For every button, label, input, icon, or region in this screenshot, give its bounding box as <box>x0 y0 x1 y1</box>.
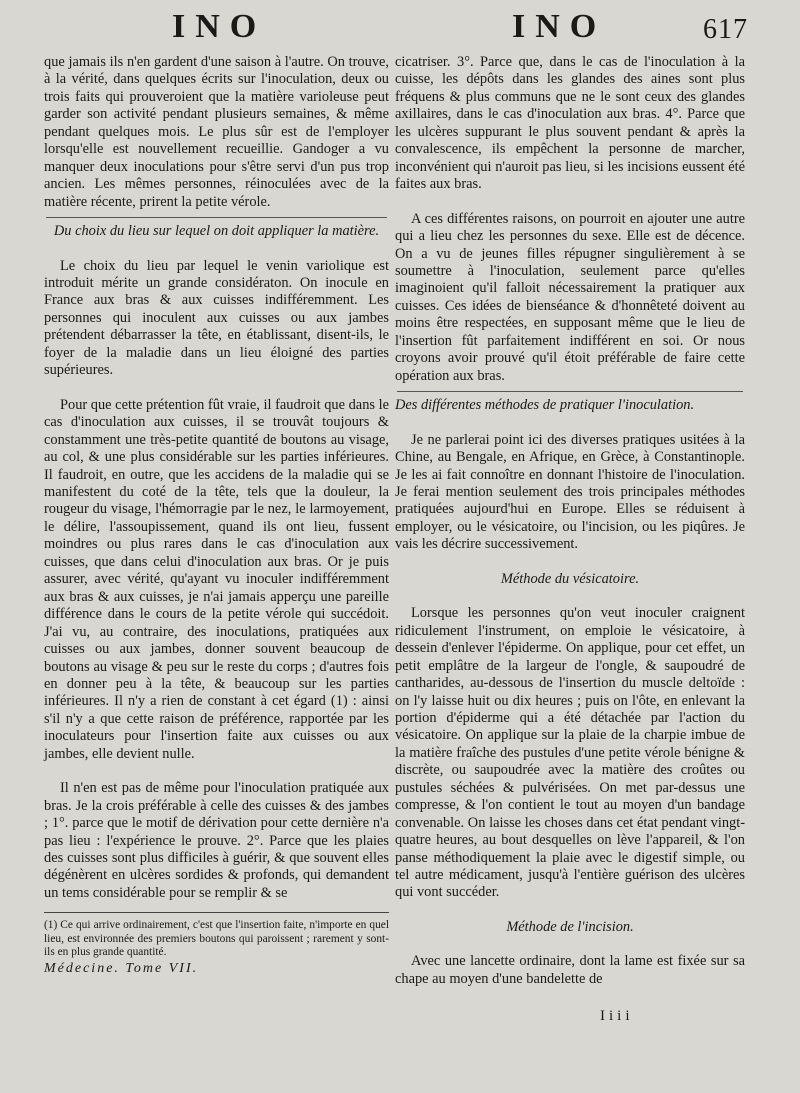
signature-mark: Médecine. Tome VII. <box>44 961 199 976</box>
left-paragraph-3: Pour que cette prétention fût vraie, il faudroit que dans le cas d'inoculation aux cuisses, il se trouvât toujours & constamment une très-petite quantité de boutons au visage, au col, & une plus considérable sur les parties inférieures. Il faudroit, en outre, que les accidens de la maladie qui se manifestent du coté de la tête, tels que la douleur, la rougeur du visage, l'hémorragie par le nez, le larmoyement, le délire, l'assoupissement, quand ils ont lieu, fussent moindres ou plus rares dans le cas d'inoculation aux cuisses, que dans celui d'inoculation aux bras. Or je puis assurer, avec vérité, qu'ayant vu inoculer indifféremment aux bras & aux cuisses, je n'ai jamais apperçu une pareille différence dans le cours de la petite vérole qui succédoit. J'ai vu, au contraire, des inoculations, pratiquées aux cuisses ou aux jambes, donner souvent beaucoup de boutons au visage & peu sur le reste du corps ; d'autres fois en donner peu à la tête, & beaucoup sur les parties inférieures. Il n'y a rien de constant à cet égard (1) : ainsi s'il n'y a que cette raison de préférence, rapportée par les inoculateurs pour l'insertion faite aux cuisses ou aux jambes, elle devient nulle. <box>44 396 389 762</box>
left-column <box>44 54 389 977</box>
section-divider <box>46 217 387 218</box>
section-heading-methodes: Des différentes méthodes de pratiquer l'inoculation. <box>395 397 695 414</box>
right-paragraph-1: cicatriser. 3°. Parce que, dans le cas de l'inoculation à la cuisse, les dépôts dans les glandes des aines sont plus fréquens & plus communs que ne le sont ceux des glandes axillaires, dans le cas d'inoculation aux bras. 4°. Parce que les ulcères suppurant le plus souvent pendant & après la convalescence, ils empêchent la personne de marcher, inconvénient qui n'auroit pas lieu, si les incisions eussent été faites aux bras. <box>395 54 745 193</box>
section-divider <box>397 391 743 392</box>
running-head-right: INO <box>512 8 607 45</box>
left-paragraph-2: Le choix du lieu par lequel le venin variolique est introduit mérite un grande considératon. On inocule en France aux bras & aux cuisses indifféremment. Les personnes qui inoculent aux cuisses ou aux jambes prétendent débarrasser la tête, en établissant, disent-ils, le foyer de la maladie dans un lieu éloigné des parties supérieures. <box>44 257 389 379</box>
section-heading-vesicatoire: Méthode du vésicatoire. <box>500 570 640 587</box>
right-paragraph-5: Avec une lancette ordinaire, dont la lame est fixée sur sa chape au moyen d'une bandelette de <box>395 953 745 987</box>
page-number: 617 <box>703 14 748 45</box>
footnote-divider <box>44 912 389 913</box>
signature-mark-right: Iiii <box>600 1008 634 1024</box>
section-heading-choix-du-lieu: Du choix du lieu sur lequel on doit appliquer la matière. <box>53 223 380 240</box>
right-paragraph-4: Lorsque les personnes qu'on veut inoculer craignent ridiculement l'instrument, on emploie le vésicatoire, à dessein d'enlever l'épiderme. On applique, pour cet effet, un petit emplâtre de la largeur de l'ongle, & saupoudré de cantharides, au-dessous de l'insertion du muscle deltoïde : on l'y laisse huit ou dix heures ; puis on l'ôte, en enlevant la portion d'épiderme qui a été détachée par l'action du vésicatoire. On applique sur la plaie de la charpie imbue de la matière fraîche des pustules d'une petite vérole bénigne & discrète, ou saupoudrée avec la matière des croûtes ou pustules séchées & pulvérisées. On met par-dessus une compresse, & l'on contient le tout au moyen d'un bandage convenable. On laisse les choses dans cet état pendant vingt-quatre heures, au bout desquelles on lève l'appareil, & l'on panse méthodiquement la plaie avec le digestif simple, ou tel autre médicament, jusqu'à l'entière guérison des ulcères qui vont succéder. <box>395 605 745 901</box>
left-paragraph-1: que jamais ils n'en gardent d'une saison à l'autre. On trouve, à la vérité, dans quelques écrits sur l'inoculation, deux ou trois faits qui prouveroient que la matière varioleuse peut garder son activité pendant plusieurs semaines, & même pendant quelques mois. Le plus sûr est de l'employer lorsqu'elle est nouvellement recueillie. Gandoger a vu manquer deux inoculations pour s'être servi d'un pus trop ancien. Les mêmes personnes, réinoculées avec de la matière récente, prirent la petite vérole. <box>44 54 389 210</box>
section-heading-incision: Méthode de l'incision. <box>506 918 634 935</box>
left-paragraph-4: Il n'en est pas de même pour l'inoculation pratiquée aux bras. Je la crois préférable à celle des cuisses & des jambes ; 1°. parce que le motif de dérivation pour cette dernière n'a pas lieu : l'expérience le prouve. 2°. Parce que les plaies des cuisses sont plus difficiles à guérir, & que souvent elles dégénèrent en ulcères sordides & profonds, qui demandent un tems considérable pour se remplir & se <box>44 780 389 901</box>
right-paragraph-3: Je ne parlerai point ici des diverses pratiques usitées à la Chine, au Bengale, en Afrique, en Grèce, à Constantinople. Je les ai fait connoître en donnant l'histoire de l'inoculation. Je ferai mention seulement des trois principales méthodes pratiquées aujourd'hui en Europe. Elles se réduisent à employer, ou le vésicatoire, ou l'incision, ou les piqûres. Je vais les décrire successivement. <box>395 431 745 553</box>
running-head-left: INO <box>172 8 267 45</box>
right-paragraph-2: A ces différentes raisons, on pourroit en ajouter une autre qui a lieu chez les personnes du sexe. Elle est de décence. On a vu de jeunes filles répugner singulièrement à se soumettre à l'inoculation, seulement parce qu'elles imaginoient qu'il falloit nécessairement la pratiquer aux cuisses. Ces idées de bienséance & d'honnêteté doivent au moins être respectées, en supposant même que le lieu de l'insertion fût parfaitement indifférent en soi. Or nous croyons avoir prouvé qu'il étoit préférable de faire cette opération aux bras. <box>395 210 745 384</box>
footnote: (1) Ce qui arrive ordinairement, c'est que l'insertion faite, n'importe en quel lieu, est environnée des premiers boutons qui paroissent ; rarement y sont-ils en plus grande quantité. <box>44 919 389 958</box>
right-column <box>395 54 745 988</box>
